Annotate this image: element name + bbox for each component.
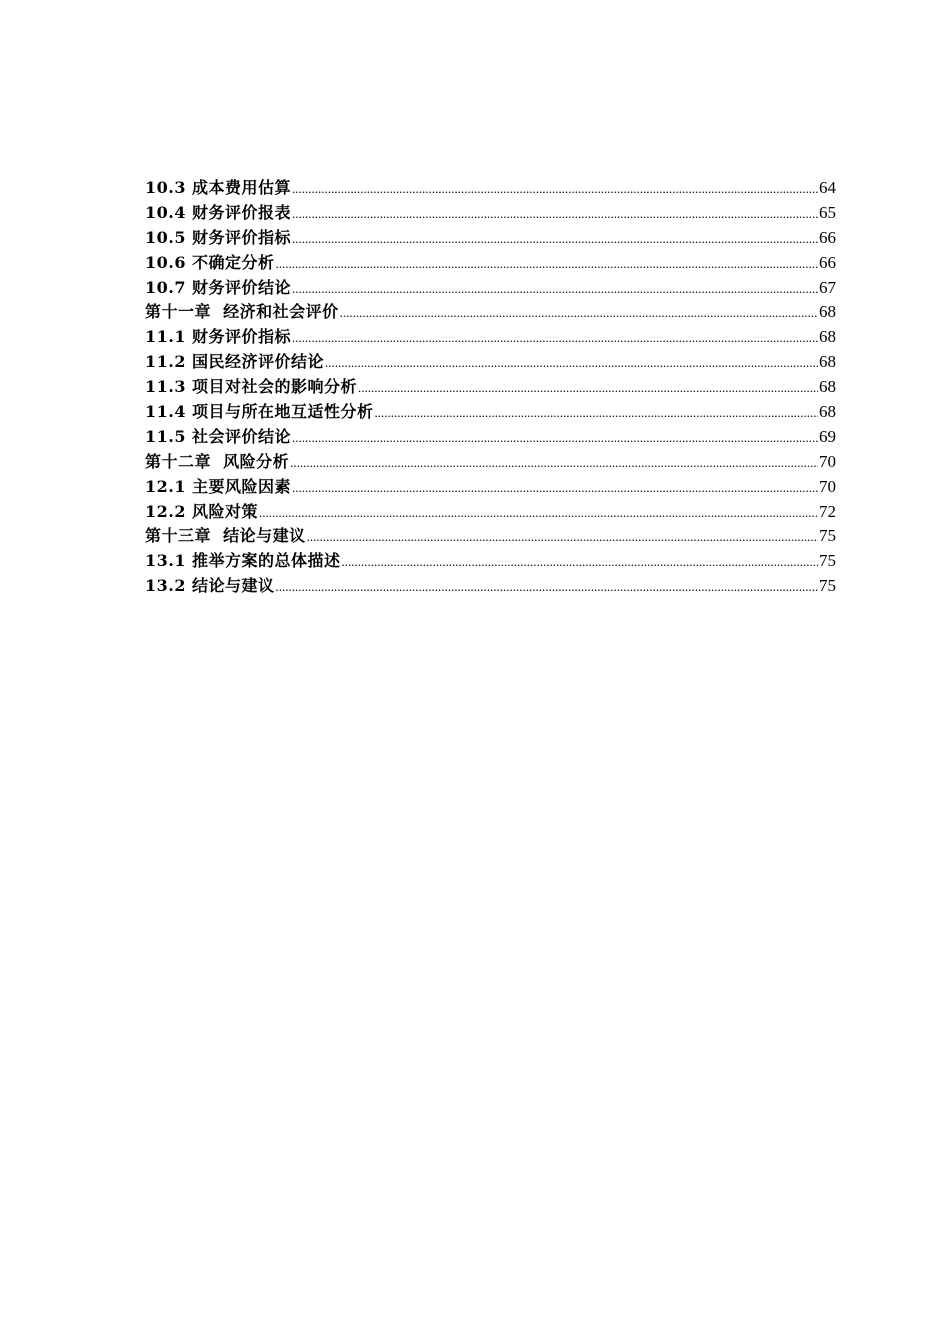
toc-dot-leader [292, 476, 818, 500]
toc-page-number: 75 [819, 551, 836, 571]
toc-page-number: 69 [819, 426, 836, 446]
toc-chapter-entry[interactable] [145, 524, 836, 549]
toc-entry[interactable] [145, 400, 836, 425]
toc-dot-leader [340, 301, 818, 325]
toc-page-number: 68 [819, 402, 836, 422]
toc-page-number: 75 [819, 576, 836, 596]
toc-entry[interactable] [145, 350, 836, 375]
toc-entry[interactable] [145, 276, 836, 301]
toc-dot-leader [358, 376, 818, 400]
toc-chapter-title: 第十一章 经济和社会评价 [145, 302, 339, 322]
toc-page-number: 75 [819, 526, 836, 546]
toc-entry[interactable] [145, 325, 836, 350]
toc-dot-leader [259, 501, 818, 525]
toc-entry[interactable] [145, 201, 836, 226]
toc-entry-title: 11.5 社会评价结论 [145, 426, 292, 446]
toc-entry[interactable] [145, 226, 836, 251]
toc-dot-leader [292, 227, 818, 251]
toc-dot-leader [325, 351, 818, 375]
toc-entry[interactable] [145, 251, 836, 276]
toc-dot-leader [292, 426, 818, 450]
toc-page-number: 66 [819, 252, 836, 272]
toc-page-number: 70 [819, 451, 836, 471]
toc-dot-leader [276, 252, 818, 276]
toc-page-number: 68 [819, 327, 836, 347]
toc-entry-title: 11.3 项目对社会的影响分析 [145, 377, 358, 397]
toc-entry-title: 11.1 财务评价指标 [145, 327, 292, 347]
toc-entry-title: 10.5 财务评价指标 [145, 227, 292, 247]
toc-dot-leader [290, 451, 818, 475]
toc-dot-leader [292, 326, 818, 350]
toc-page-number: 66 [819, 227, 836, 247]
toc-chapter-title: 第十三章 结论与建议 [145, 526, 306, 546]
table-of-contents [145, 176, 836, 599]
toc-dot-leader [292, 277, 818, 301]
toc-page-number: 72 [819, 501, 836, 521]
toc-entry-title: 10.7 财务评价结论 [145, 277, 292, 297]
toc-dot-leader [292, 202, 818, 226]
toc-dot-leader [307, 525, 818, 549]
toc-entry-title: 11.4 项目与所在地互适性分析 [145, 402, 374, 422]
toc-page-number: 68 [819, 302, 836, 322]
toc-page-number: 65 [819, 202, 836, 222]
toc-entry-title: 11.2 国民经济评价结论 [145, 352, 325, 372]
toc-entry[interactable] [145, 176, 836, 201]
toc-page-number: 68 [819, 352, 836, 372]
toc-entry[interactable] [145, 574, 836, 599]
toc-entry-title: 12.2 风险对策 [145, 501, 259, 521]
toc-entry-title: 12.1 主要风险因素 [145, 476, 292, 496]
toc-dot-leader [292, 177, 818, 201]
toc-entry-title: 13.1 推举方案的总体描述 [145, 551, 341, 571]
toc-chapter-title: 第十二章 风险分析 [145, 451, 290, 471]
toc-entry-title: 10.4 财务评价报表 [145, 202, 292, 222]
toc-dot-leader [375, 401, 818, 425]
toc-entry-title: 10.6 不确定分析 [145, 252, 275, 272]
toc-dot-leader [276, 575, 818, 599]
toc-chapter-entry[interactable] [145, 450, 836, 475]
toc-entry[interactable] [145, 375, 836, 400]
toc-entry[interactable] [145, 549, 836, 574]
toc-entry-title: 10.3 成本费用估算 [145, 178, 292, 197]
toc-entry[interactable] [145, 425, 836, 450]
toc-page-number: 67 [819, 277, 836, 297]
toc-entry[interactable] [145, 475, 836, 500]
toc-dot-leader [342, 550, 818, 574]
toc-page-number: 68 [819, 377, 836, 397]
toc-entry[interactable] [145, 500, 836, 525]
toc-chapter-entry[interactable] [145, 300, 836, 325]
toc-page-number: 70 [819, 476, 836, 496]
toc-entry-title: 13.2 结论与建议 [145, 576, 275, 596]
toc-page-number: 64 [819, 178, 836, 197]
